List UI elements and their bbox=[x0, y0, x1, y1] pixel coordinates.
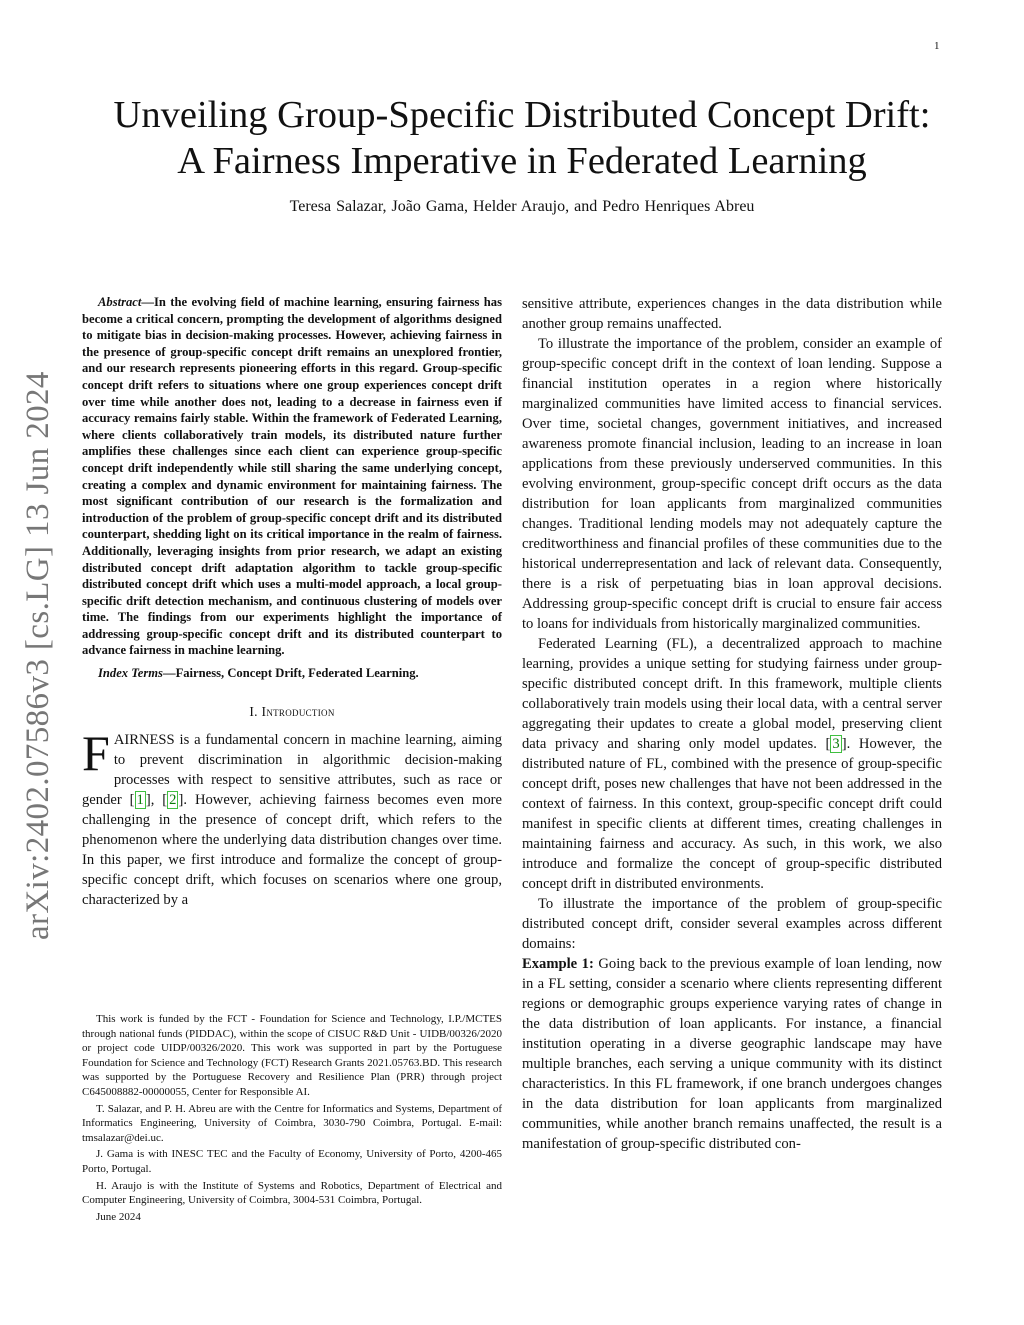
paragraph-continued: sensitive attribute, experiences changes in the data distribution while another group remains unaffected. bbox=[522, 296, 942, 332]
paragraph-loan-example: To illustrate the importance of the problem, consider an example of group-specific concept drift in the context of loan lending. Suppose a financial institution operates in a region where historically marginalized communities have limited access to financial services. Over time, societal changes, government initiatives, and increased awareness promote financial inclusion, leading to an increase in loan applications from these previously underserved communities. In this evolving environment, group-specific concept drift occurs as the data distribution for loan applicants from marginalized communities changes. Traditional lending models may not adequately capture the creditworthiness and financial profiles of these communities due to the historical underrepresentation and lack of relevant data. Consequently, there is a risk of perpetuating bias in loan approval decisions. Addressing group-specific concept drift is crucial to ensure fair access to loans for individuals from historically marginalized communities. bbox=[522, 336, 942, 632]
title-line-2: A Fairness Imperative in Federated Learning bbox=[177, 140, 867, 182]
citation-link-2[interactable]: 2 bbox=[169, 791, 177, 808]
footnote-affiliation-3: H. Araujo is with the Institute of Systems and Robotics, Department of Electrical and Computer Engineering, University of Coimbra, 3004-531 Coimbra, Portugal. bbox=[82, 1179, 502, 1207]
citation-link-1[interactable]: 1 bbox=[136, 791, 144, 808]
abstract-text: —In the evolving field of machine learning, ensuring fairness has become a critical concern, prompting the development of algorithms designed to mitigate bias in decision-making processes. However, achieving fairness in the presence of group-specific concept drift remains an unexplored frontier, and our research represents pioneering efforts in this regard. Group-specific concept drift refers to situations where one group experiences concept drift over time while another does not, leading to a decrease in fairness even if accuracy remains fairly stable. Within the framework of Federated Learning, where clients collaboratively train models, its distributed nature further amplifies these challenges since each client can experience group-specific concept drift independently while still sharing the same underlying concept, creating a complex and dynamic environment for maintaining fairness. The most significant contribution of our research is the formalization and introduction of the problem of group-specific concept drift and its distributed counterpart, shedding light on its critical importance in the realm of fairness. Additionally, leveraging insights from prior research, we adapt an existing distributed concept drift adaptation algorithm to tackle group-specific distributed concept drift which uses a multi-model approach, a local group-specific drift detection mechanism, and continuous clustering of models over time. The findings from our experiments highlight the importance of addressing group-specific concept drift and its distributed counterpart to advance fairness in machine learning. bbox=[82, 295, 502, 658]
example-1-label: Example 1: bbox=[522, 956, 594, 972]
section-number: I. bbox=[249, 703, 262, 719]
footnote-affiliation-2: J. Gama is with INESC TEC and the Faculty of Economy, University of Porto, 4200-465 Porto, Portugal. bbox=[82, 1148, 502, 1175]
section-title: Introduction bbox=[261, 703, 335, 719]
footnote-affiliation-1: T. Salazar, and P. H. Abreu are with the Centre for Informatics and Systems, Department of Informatics Engineering, University of Coimbra, 3030-790 Coimbra, Portugal. E-mail: tmsalazar@dei.uc. bbox=[82, 1102, 502, 1144]
title-line-1: Unveiling Group-Specific Distributed Concept Drift: bbox=[113, 94, 931, 136]
abstract-label: Abstract bbox=[98, 295, 142, 309]
index-terms-label: Index Terms bbox=[98, 666, 163, 681]
paragraph-example-1 bbox=[522, 954, 942, 1154]
paper-title bbox=[60, 92, 984, 184]
intro-text-b: . However, achieving fairness becomes even more challenging in the presence of concept drift, which refers to the phenomenon where the underlying data distribution changes over time. In this paper, we first introduce and formalize the concept of group-specific concept drift, which focuses on scenarios where one group, characterized by a bbox=[82, 791, 502, 908]
index-terms-text: —Fairness, Concept Drift, Federated Learning. bbox=[162, 666, 419, 681]
arxiv-identifier: arXiv:2402.07586v3 [cs.LG] 13 Jun 2024 bbox=[20, 371, 56, 940]
intro-text-a: AIRNESS is a fundamental concern in machine learning, aiming to prevent discrimination in algorithmic decision-making processes with respect to sensitive attributes, such as race or gender bbox=[82, 731, 502, 808]
example-1-text: Going back to the previous example of loan lending, now in a FL setting, consider a scenario where clients representing different regions or demographic groups experience varying rates of change in the data distribution of loan applicants. For instance, a financial institution operating in a diverse geographic landscape may have multiple branches, each serving a unique community with its distinct characteristics. In this FL framework, if one branch undergoes changes in the data distribution for loan applicants from marginalized communities, while another branch remains unaffected, the result is a manifestation of group-specific distributed con- bbox=[522, 956, 942, 1152]
fl-text-a: Federated Learning (FL), a decentralized approach to machine learning, provides a unique setting for studying fairness under group-specific distributed concept drift. In this framework, multiple clients collaboratively train models using their local data, with a central server aggregating their updates to create a global model, preserving client data privacy and sharing only model updates. bbox=[522, 636, 942, 752]
right-column bbox=[522, 294, 942, 1154]
footnotes bbox=[82, 1012, 502, 1226]
paragraph-federated-learning: Federated Learning (FL), a decentralized approach to machine learning, provides a unique setting for studying fairness under group-specific distributed concept drift. In this framework, multiple clients collaboratively train models using their local data, with a central server aggregating their updates to create a global model, preserving client data privacy and sharing only model updates. [ 3 ]. However, the distributed nature of FL, combined with the presence of group-specific concept drift, poses new challenges that have not been addressed in the context of fairness. In this context, group-specific concept drift could manifest in specific clients at different times, creating challenges in maintaining fairness and accuracy. As such, in this work, we also introduce and formalize the concept of group-specific distributed concept drift in distributed environments. bbox=[522, 636, 942, 892]
index-terms bbox=[82, 665, 502, 682]
intro-paragraph: FAIRNESS is a fundamental concern in machine learning, aiming to prevent discrimination in algorithmic decision-making processes with respect to sensitive attributes, such as race or gender [ 1 ], [ 2 ]. However, achieving fairness becomes even more challenging in the presence of concept drift, which refers to the phenomenon where the underlying data distribution changes over time. In this paper, we first introduce and formalize the concept of group-specific concept drift, which focuses on scenarios where one group, characterized by a bbox=[82, 724, 502, 908]
drop-cap: F bbox=[82, 724, 110, 781]
section-heading-introduction bbox=[82, 704, 502, 720]
footnote-funding: This work is funded by the FCT - Foundation for Science and Technology, I.P./MCTES through national funds (PIDDAC), within the scope of CISUC R&D Unit - UIDB/00326/2020 or project code UIDP/00326/2020. This work was supported in part by the Portuguese Foundation for Science and Technology (FCT) Research Grants 2021.05763.BD. This research was supported by the Portuguese Recovery and Resilience Plan (PRR) through project C645008882-00000055, Center for Responsible AI. bbox=[82, 1013, 502, 1098]
footnote-date: June 2024 bbox=[96, 1210, 141, 1223]
left-column bbox=[82, 294, 502, 910]
abstract bbox=[82, 294, 502, 659]
author-list: Teresa Salazar, João Gama, Helder Araujo, and Pedro Henriques Abreu bbox=[289, 198, 755, 215]
page-number: 1 bbox=[934, 40, 940, 52]
paragraph-examples-intro: To illustrate the importance of the problem of group-specific distributed concept drift, consider several examples across different domains: bbox=[522, 896, 942, 952]
citation-link-3[interactable]: 3 bbox=[832, 736, 840, 752]
fl-text-b: . However, the distributed nature of FL, combined with the presence of group-specific concept drift, poses new challenges that have not been addressed in the context of fairness. In this context, group-specific concept drift could manifest in specific clients at different times, creating challenges in maintaining fairness and accuracy. As such, in this work, we also introduce and formalize the concept of group-specific distributed concept drift in distributed environments. bbox=[522, 736, 942, 892]
